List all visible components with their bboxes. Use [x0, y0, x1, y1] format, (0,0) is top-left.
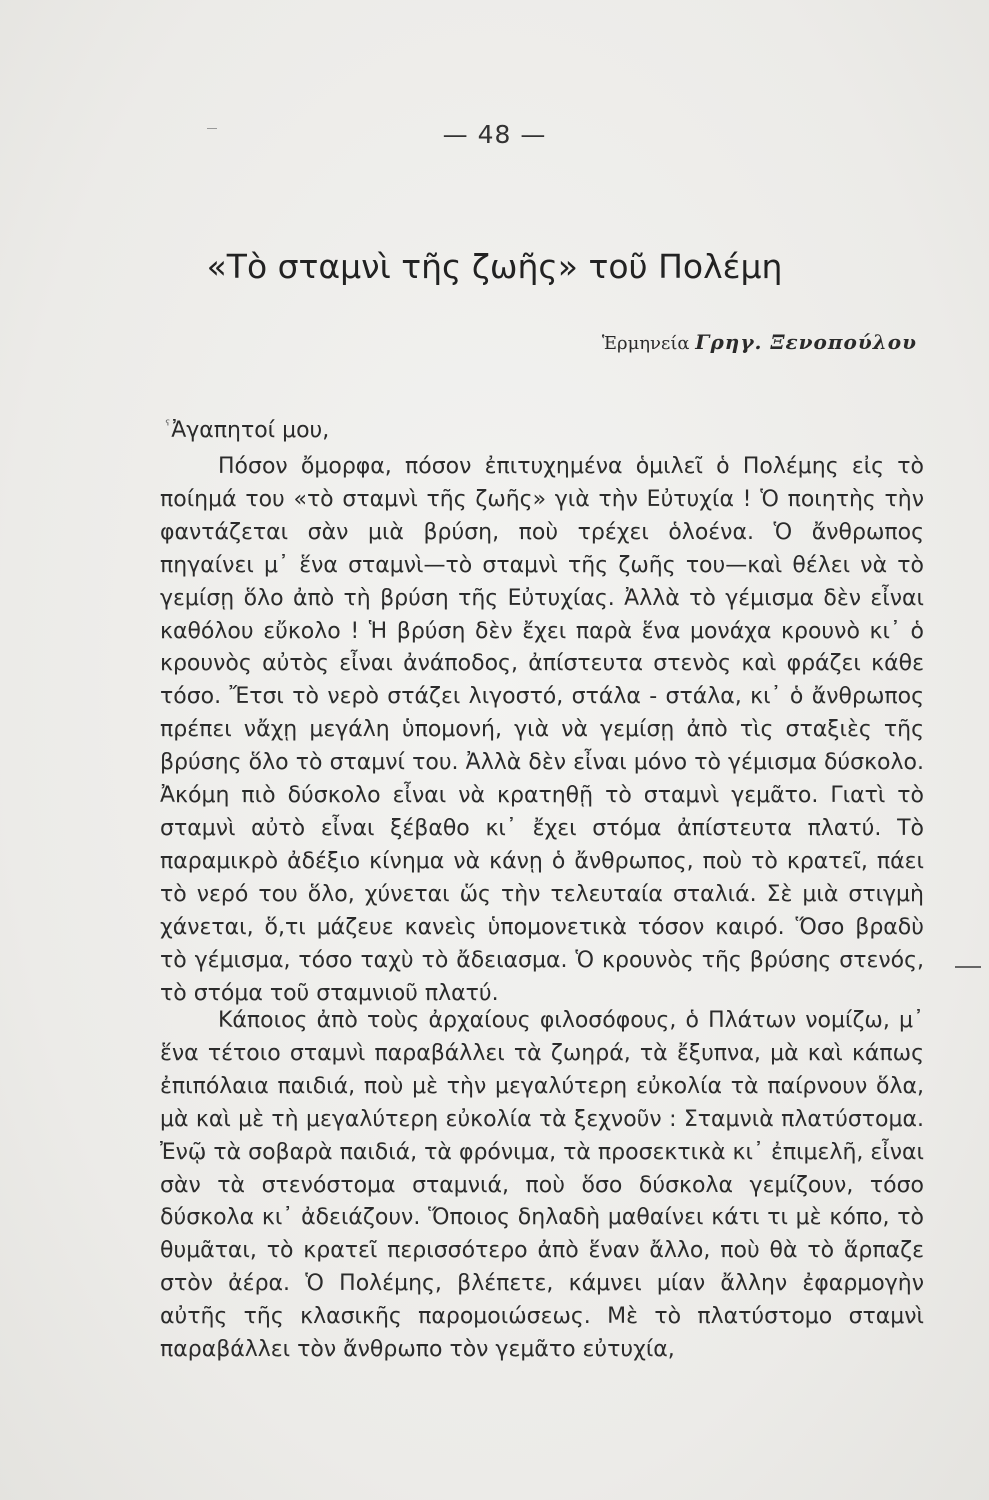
salutation [165, 418, 329, 443]
page-number: — 48 — [442, 120, 547, 149]
margin-dash [955, 966, 981, 968]
paragraph-1: Πόσον ὄμορφα, πόσον ἐπιτυχημένα ὁμιλεῖ ὁ Πολέμης εἰς τὸ ποίημά του «τὸ σταμνὶ τῆς ζωῆς» γιὰ τὴν Εὐτυχία ! Ὁ ποιητὴς τὴν φαντάζεται σὰν μιὰ βρύση, ποὺ τρέχει ὁλοένα. Ὁ ἄνθρωπος πηγαίνει μ᾽ ἕνα σταμνὶ—τὸ σταμνὶ τῆς ζωῆς του—καὶ θέλει νὰ τὸ γεμίσῃ ὅλο ἀπὸ τὴ βρύση τῆς Εὐτυχίας. Ἀλλὰ τὸ γέμισμα δὲν εἶναι καθόλου εὔκολο ! Ἡ βρύση δὲν ἔχει παρὰ ἕνα μονάχα κρουνὸ κι᾽ ὁ κρουνὸς αὐτὸς εἶναι ἀνάποδος, ἀπίστευτα στενὸς καὶ φράζει κάθε τόσο. Ἔτσι τὸ νερὸ στάζει λιγοστό, στάλα - στάλα, κι᾽ ὁ ἄνθρωπος πρέπει νἄχῃ μεγάλη ὑπομονή, γιὰ νὰ γεμίσῃ ἀπὸ τὶς σταξιὲς τῆς βρύσης ὅλο τὸ σταμνί του. Ἀλλὰ δὲν εἶναι μόνο τὸ γέμισμα δύσκολο. Ἀκόμη πιὸ δύσκολο εἶναι νὰ κρατηθῇ τὸ σταμνὶ γεμᾶτο. Γιατὶ τὸ σταμνὶ αὐτὸ εἶναι ξέβαθο κι᾽ ἔχει στόμα ἀπίστευτα πλατύ. Τὸ παραμικρὸ ἀδέξιο κίνημα νὰ κάνῃ ὁ ἄνθρωπος, ποὺ τὸ κρατεῖ, πάει τὸ νερό του ὅλο, χύνεται ὥς τὴν τελευταία σταλιά. Σὲ μιὰ στιγμὴ χάνεται, ὅ,τι μάζευε κανεὶς ὑπομονετικὰ τόσον καιρό. Ὅσο βραδὺ τὸ γέμισμα, τόσο ταχὺ τὸ ἄδειασμα. Ὁ κρουνὸς τῆς βρύσης στενός, τὸ στόμα τοῦ σταμνιοῦ πλατύ. [160, 454, 924, 1006]
salutation-text: Ἀγαπητοί μου, [171, 418, 330, 443]
byline-prefix: Ἑρμηνεία [601, 333, 690, 354]
paragraph-2: Κάποιος ἀπὸ τοὺς ἀρχαίους φιλοσόφους, ὁ Πλάτων νομίζω, μ᾽ ἕνα τέτοιο σταμνὶ παραβάλλει τὰ ζωηρά, τὰ ἔξυπνα, μὰ καὶ κάπως ἐπιπόλαια παιδιά, ποὺ μὲ τὴν μεγαλύτερη εὐκολία τὰ παίρνουν ὅλα, μὰ καὶ μὲ τὴ μεγαλύτερη εὐκολία τὰ ξεχνοῦν : Σταμνιὰ πλατύστομα. Ἐνῷ τὰ σοβαρὰ παιδιά, τὰ φρόνιμα, τὰ προσεκτικὰ κι᾽ ἐπιμελῆ, εἶναι σὰν τὰ στενόστομα σταμνιά, ποὺ ὅσο δύσκολα γεμίζουν, τόσο δύσκολα κι᾽ ἀδειάζουν. Ὅποιος δηλαδὴ μαθαίνει κάτι τι μὲ κόπο, τὸ θυμᾶται, τὸ κρατεῖ περισσότερο ἀπὸ ἕναν ἄλλο, ποὺ θὰ τὸ ἅρπαζε στὸν ἀέρα. Ὁ Πολέμης, βλέπετε, κάμνει μίαν ἄλλην ἐφαρμογὴν αὐτῆς τῆς κλασικῆς παρομοιώσεως. Μὲ τὸ πλατύστομο σταμνὶ παραβάλλει τὸν ἄνθρωπο τὸν γεμᾶτο εὐτυχία, [160, 1008, 924, 1363]
salutation-mark: ˁ [165, 418, 171, 434]
page-title: «Τὸ σταμνὶ τῆς ζωῆς» τοῦ Πολέμη [206, 247, 783, 286]
byline [602, 330, 917, 354]
byline-author: Γρηγ. Ξενοπούλου [695, 330, 917, 354]
